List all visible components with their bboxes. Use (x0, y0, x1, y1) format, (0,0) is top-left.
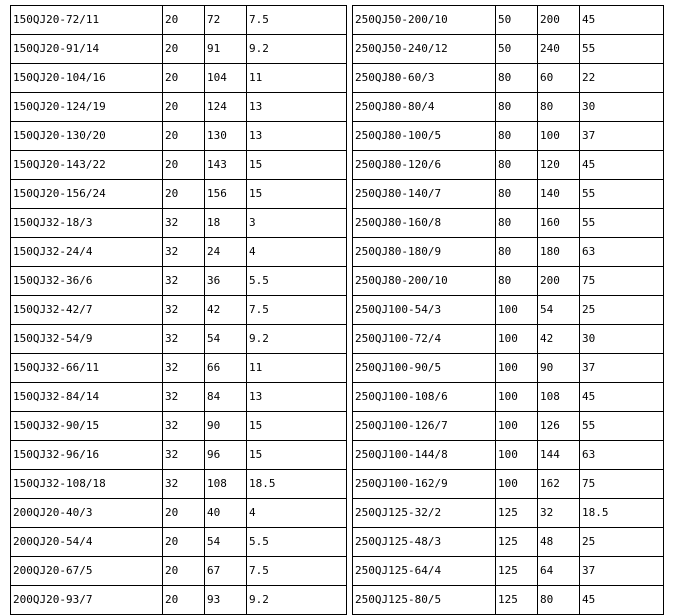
table-row (11, 354, 664, 383)
right-flow-cell: 80 (496, 64, 538, 93)
right-power-cell: 63 (580, 441, 664, 470)
left-power-cell: 15 (247, 441, 347, 470)
left-head-cell: 143 (205, 151, 247, 180)
left-model-cell: 150QJ32-84/14 (11, 383, 163, 412)
left-flow-cell: 20 (163, 64, 205, 93)
right-power-cell: 63 (580, 238, 664, 267)
right-head-cell: 180 (538, 238, 580, 267)
right-model-cell: 250QJ100-90/5 (353, 354, 496, 383)
right-head-cell: 42 (538, 325, 580, 354)
right-power-cell: 25 (580, 528, 664, 557)
right-head-cell: 240 (538, 35, 580, 64)
left-power-cell: 13 (247, 93, 347, 122)
table-row (11, 238, 664, 267)
right-model-cell: 250QJ100-108/6 (353, 383, 496, 412)
pump-spec-table (10, 5, 664, 615)
right-head-cell: 126 (538, 412, 580, 441)
left-flow-cell: 32 (163, 238, 205, 267)
right-flow-cell: 50 (496, 6, 538, 35)
left-model-cell: 150QJ32-54/9 (11, 325, 163, 354)
right-flow-cell: 80 (496, 122, 538, 151)
left-flow-cell: 32 (163, 412, 205, 441)
right-model-cell: 250QJ100-72/4 (353, 325, 496, 354)
left-head-cell: 72 (205, 6, 247, 35)
right-model-cell: 250QJ80-60/3 (353, 64, 496, 93)
right-head-cell: 80 (538, 586, 580, 615)
table-row (11, 470, 664, 499)
right-head-cell: 64 (538, 557, 580, 586)
left-power-cell: 13 (247, 122, 347, 151)
left-model-cell: 150QJ32-96/16 (11, 441, 163, 470)
table-row (11, 6, 664, 35)
table-row (11, 93, 664, 122)
right-power-cell: 45 (580, 151, 664, 180)
table-row (11, 209, 664, 238)
right-head-cell: 100 (538, 122, 580, 151)
left-head-cell: 67 (205, 557, 247, 586)
left-flow-cell: 32 (163, 441, 205, 470)
left-flow-cell: 32 (163, 383, 205, 412)
left-model-cell: 150QJ32-108/18 (11, 470, 163, 499)
right-flow-cell: 100 (496, 325, 538, 354)
right-power-cell: 45 (580, 586, 664, 615)
right-model-cell: 250QJ100-162/9 (353, 470, 496, 499)
right-power-cell: 25 (580, 296, 664, 325)
right-power-cell: 37 (580, 354, 664, 383)
right-head-cell: 32 (538, 499, 580, 528)
left-flow-cell: 20 (163, 586, 205, 615)
right-head-cell: 162 (538, 470, 580, 499)
right-power-cell: 30 (580, 325, 664, 354)
left-flow-cell: 20 (163, 499, 205, 528)
left-model-cell: 150QJ20-124/19 (11, 93, 163, 122)
left-head-cell: 93 (205, 586, 247, 615)
left-head-cell: 124 (205, 93, 247, 122)
left-flow-cell: 32 (163, 325, 205, 354)
left-flow-cell: 20 (163, 122, 205, 151)
left-model-cell: 150QJ20-143/22 (11, 151, 163, 180)
right-model-cell: 250QJ80-100/5 (353, 122, 496, 151)
left-model-cell: 150QJ32-66/11 (11, 354, 163, 383)
right-flow-cell: 125 (496, 499, 538, 528)
table-row (11, 180, 664, 209)
left-power-cell: 5.5 (247, 267, 347, 296)
right-power-cell: 55 (580, 35, 664, 64)
right-power-cell: 55 (580, 412, 664, 441)
right-model-cell: 250QJ80-140/7 (353, 180, 496, 209)
table-row (11, 499, 664, 528)
table-row (11, 441, 664, 470)
left-flow-cell: 20 (163, 151, 205, 180)
right-model-cell: 250QJ125-32/2 (353, 499, 496, 528)
table-row (11, 412, 664, 441)
left-model-cell: 200QJ20-93/7 (11, 586, 163, 615)
left-model-cell: 150QJ32-36/6 (11, 267, 163, 296)
left-flow-cell: 20 (163, 557, 205, 586)
left-power-cell: 9.2 (247, 325, 347, 354)
right-power-cell: 22 (580, 64, 664, 93)
right-head-cell: 200 (538, 6, 580, 35)
right-head-cell: 140 (538, 180, 580, 209)
right-power-cell: 55 (580, 180, 664, 209)
left-flow-cell: 32 (163, 354, 205, 383)
left-model-cell: 200QJ20-40/3 (11, 499, 163, 528)
left-power-cell: 7.5 (247, 296, 347, 325)
right-head-cell: 80 (538, 93, 580, 122)
left-head-cell: 54 (205, 325, 247, 354)
left-power-cell: 3 (247, 209, 347, 238)
right-flow-cell: 100 (496, 296, 538, 325)
right-power-cell: 37 (580, 122, 664, 151)
left-head-cell: 42 (205, 296, 247, 325)
right-flow-cell: 80 (496, 151, 538, 180)
right-flow-cell: 100 (496, 354, 538, 383)
left-power-cell: 4 (247, 499, 347, 528)
table-row (11, 151, 664, 180)
left-model-cell: 150QJ32-18/3 (11, 209, 163, 238)
left-head-cell: 36 (205, 267, 247, 296)
right-power-cell: 37 (580, 557, 664, 586)
right-power-cell: 55 (580, 209, 664, 238)
left-power-cell: 7.5 (247, 557, 347, 586)
right-flow-cell: 80 (496, 93, 538, 122)
left-model-cell: 150QJ20-91/14 (11, 35, 163, 64)
table-body (11, 6, 664, 615)
right-model-cell: 250QJ80-160/8 (353, 209, 496, 238)
right-model-cell: 250QJ125-64/4 (353, 557, 496, 586)
left-flow-cell: 32 (163, 470, 205, 499)
left-flow-cell: 20 (163, 35, 205, 64)
left-model-cell: 150QJ32-90/15 (11, 412, 163, 441)
right-model-cell: 250QJ100-144/8 (353, 441, 496, 470)
left-model-cell: 150QJ20-130/20 (11, 122, 163, 151)
left-head-cell: 84 (205, 383, 247, 412)
right-model-cell: 250QJ125-48/3 (353, 528, 496, 557)
left-head-cell: 91 (205, 35, 247, 64)
left-head-cell: 40 (205, 499, 247, 528)
left-power-cell: 13 (247, 383, 347, 412)
right-power-cell: 45 (580, 6, 664, 35)
right-flow-cell: 100 (496, 470, 538, 499)
right-flow-cell: 125 (496, 557, 538, 586)
right-model-cell: 250QJ100-126/7 (353, 412, 496, 441)
right-model-cell: 250QJ80-180/9 (353, 238, 496, 267)
left-flow-cell: 20 (163, 528, 205, 557)
right-flow-cell: 125 (496, 586, 538, 615)
right-power-cell: 75 (580, 267, 664, 296)
left-head-cell: 104 (205, 64, 247, 93)
left-head-cell: 66 (205, 354, 247, 383)
left-power-cell: 11 (247, 64, 347, 93)
right-model-cell: 250QJ80-120/6 (353, 151, 496, 180)
table-row (11, 35, 664, 64)
right-flow-cell: 80 (496, 180, 538, 209)
table-row (11, 64, 664, 93)
right-head-cell: 200 (538, 267, 580, 296)
left-model-cell: 150QJ20-104/16 (11, 64, 163, 93)
left-head-cell: 24 (205, 238, 247, 267)
left-head-cell: 54 (205, 528, 247, 557)
left-model-cell: 200QJ20-54/4 (11, 528, 163, 557)
right-model-cell: 250QJ50-200/10 (353, 6, 496, 35)
left-power-cell: 15 (247, 180, 347, 209)
left-head-cell: 96 (205, 441, 247, 470)
left-head-cell: 156 (205, 180, 247, 209)
right-flow-cell: 100 (496, 383, 538, 412)
left-head-cell: 18 (205, 209, 247, 238)
table-row (11, 557, 664, 586)
left-model-cell: 150QJ20-72/11 (11, 6, 163, 35)
table-row (11, 325, 664, 354)
right-power-cell: 30 (580, 93, 664, 122)
left-power-cell: 9.2 (247, 35, 347, 64)
left-flow-cell: 20 (163, 93, 205, 122)
table-row (11, 296, 664, 325)
right-model-cell: 250QJ125-80/5 (353, 586, 496, 615)
left-head-cell: 130 (205, 122, 247, 151)
left-model-cell: 150QJ32-24/4 (11, 238, 163, 267)
right-flow-cell: 125 (496, 528, 538, 557)
right-model-cell: 250QJ80-80/4 (353, 93, 496, 122)
right-head-cell: 144 (538, 441, 580, 470)
left-model-cell: 150QJ20-156/24 (11, 180, 163, 209)
right-head-cell: 160 (538, 209, 580, 238)
right-model-cell: 250QJ50-240/12 (353, 35, 496, 64)
right-head-cell: 48 (538, 528, 580, 557)
table-row (11, 267, 664, 296)
right-model-cell: 250QJ80-200/10 (353, 267, 496, 296)
left-head-cell: 90 (205, 412, 247, 441)
left-power-cell: 5.5 (247, 528, 347, 557)
left-model-cell: 150QJ32-42/7 (11, 296, 163, 325)
right-power-cell: 75 (580, 470, 664, 499)
right-flow-cell: 100 (496, 412, 538, 441)
left-flow-cell: 32 (163, 267, 205, 296)
left-flow-cell: 32 (163, 296, 205, 325)
table-row (11, 586, 664, 615)
table-row (11, 383, 664, 412)
left-power-cell: 4 (247, 238, 347, 267)
table-row (11, 122, 664, 151)
right-head-cell: 120 (538, 151, 580, 180)
right-head-cell: 60 (538, 64, 580, 93)
left-model-cell: 200QJ20-67/5 (11, 557, 163, 586)
right-flow-cell: 80 (496, 238, 538, 267)
right-flow-cell: 80 (496, 209, 538, 238)
left-power-cell: 7.5 (247, 6, 347, 35)
left-head-cell: 108 (205, 470, 247, 499)
left-power-cell: 11 (247, 354, 347, 383)
right-flow-cell: 80 (496, 267, 538, 296)
table-row (11, 528, 664, 557)
right-head-cell: 108 (538, 383, 580, 412)
left-power-cell: 18.5 (247, 470, 347, 499)
right-model-cell: 250QJ100-54/3 (353, 296, 496, 325)
left-power-cell: 9.2 (247, 586, 347, 615)
right-flow-cell: 100 (496, 441, 538, 470)
left-flow-cell: 20 (163, 6, 205, 35)
right-power-cell: 45 (580, 383, 664, 412)
left-power-cell: 15 (247, 412, 347, 441)
left-flow-cell: 32 (163, 209, 205, 238)
right-flow-cell: 50 (496, 35, 538, 64)
left-power-cell: 15 (247, 151, 347, 180)
right-head-cell: 90 (538, 354, 580, 383)
left-flow-cell: 20 (163, 180, 205, 209)
right-head-cell: 54 (538, 296, 580, 325)
right-power-cell: 18.5 (580, 499, 664, 528)
